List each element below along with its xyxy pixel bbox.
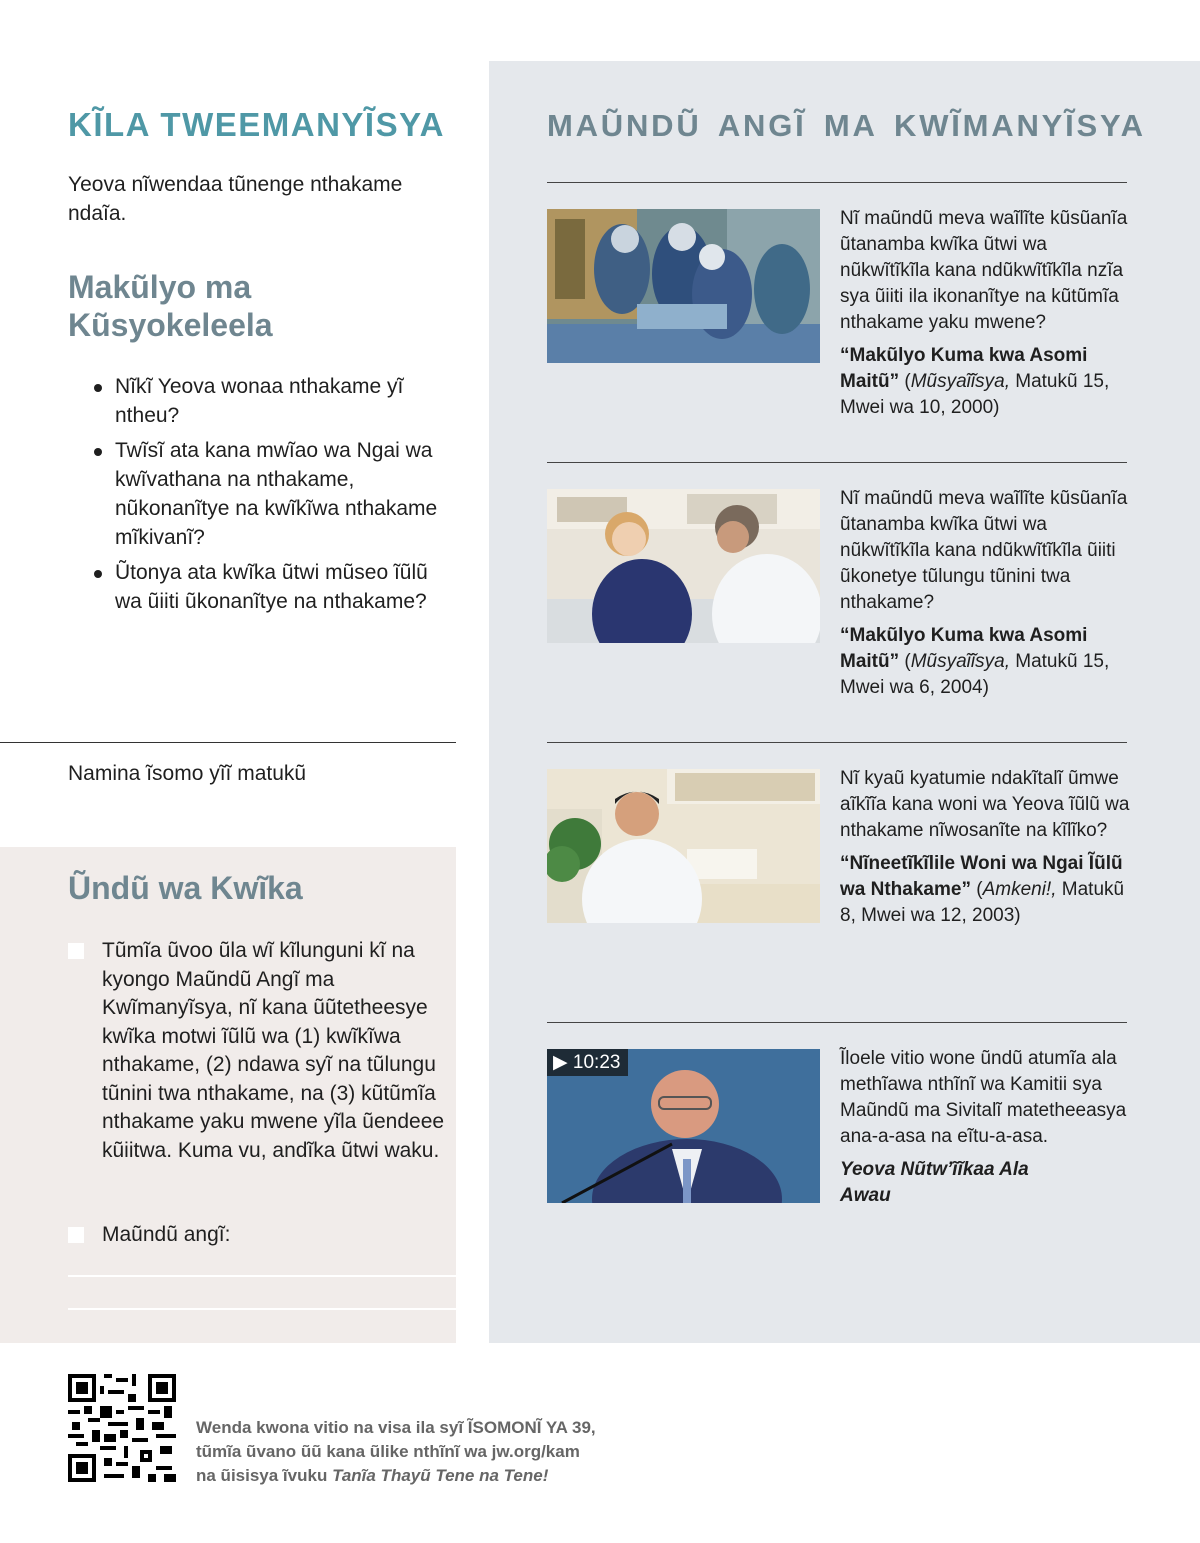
review-question: Nĩkĩ Yeova wonaa nthakame yĩ ntheu? (90, 372, 460, 430)
task-text: Maũndũ angĩ: (102, 1223, 231, 1246)
publication-name: Mũsyaĩĩsya, (910, 371, 1010, 392)
footer-line: tũmĩa ũvano ũũ kana ũlike nthĩnĩ wa jw.org/kam (196, 1442, 580, 1461)
footer-line-prefix: na ũisisya ĩvuku (196, 1466, 333, 1485)
resource-entry (840, 766, 1130, 929)
resource-reference: “Nĩneetĩkĩlile Woni wa Ngai Ĩũlũ wa Nthakame” (Amkeni!, Matukũ 8, Mwei wa 12, 2003) (840, 853, 1125, 926)
resource-entry (840, 206, 1130, 421)
resource-description: Nĩ kyaũ kyatumie ndakĩtalĩ ũmwe aĩkĩĩa kana woni wa Yeova ĩũlũ wa nthakame nĩwosanĩte na kĩlĩko? (840, 768, 1130, 841)
writing-line (68, 1275, 456, 1277)
article-title[interactable]: “Nĩneetĩkĩlile Woni wa Ngai Ĩũlũ wa Nthakame” (840, 853, 1123, 900)
divider (0, 742, 456, 743)
divider (547, 182, 1127, 183)
review-question-list (90, 372, 460, 622)
play-icon: ▶ (553, 1052, 568, 1073)
task-item (68, 1221, 448, 1250)
intro-text: Yeova nĩwendaa tũnenge nthakame ndaĩa. (68, 173, 403, 225)
surgery-photo[interactable] (547, 209, 820, 363)
resource-description: Nĩ maũndũ meva waĩlĩte kũsũanĩa ũtanamba kwĩka ũtwi wa nũkwĩtĩkĩla kana ndũkwĩtĩkĩla nzĩa sya ũiiti ila ikonanĩtye na kũtũmĩa nthakame yaku mwene? (840, 208, 1128, 333)
qr-code[interactable] (68, 1374, 176, 1482)
video-title[interactable]: Yeova Nũtw’ĩĩkaa Ala Awau (840, 1159, 1029, 1206)
completion-date-line: Namina ĩsomo yĩĩ matukũ (68, 762, 307, 785)
book-title[interactable]: Tanĩa Thayũ Tene na Tene! (332, 1466, 549, 1485)
footer-line (196, 1464, 636, 1488)
review-question: Ũtonya ata kwĩka ũtwi mũseo ĩũlũ wa ũiiti ũkonanĩtye na nthakame? (90, 558, 460, 616)
footer-note (196, 1416, 636, 1488)
speaker-video-thumbnail[interactable] (547, 1049, 820, 1203)
publication-date: Matukũ 15, Mwei wa 10, 2000) (840, 371, 1110, 418)
footer-line: Wenda kwona vitio na visa ila syĩ ĨSOMONĨ YA 39, (196, 1418, 596, 1437)
action-heading: Ũndũ wa Kwĩka (68, 870, 303, 906)
doctor-at-desk-photo[interactable] (547, 769, 820, 923)
resource-reference: “Makũlyo Kuma kwa Asomi Maitũ” (Mũsyaĩĩsya, Matukũ 15, Mwei wa 6, 2004) (840, 625, 1110, 698)
divider (547, 1022, 1127, 1023)
divider (547, 462, 1127, 463)
divider (547, 742, 1127, 743)
publication-date: Matukũ 8, Mwei wa 12, 2003) (840, 879, 1125, 926)
lesson-section-title: KĨLA TWEEMANYĨSYA (68, 106, 445, 143)
task-text: Tũmĩa ũvoo ũla wĩ kĩlunguni kĩ na kyongo Maũndũ Angĩ ma Kwĩmanyĩsya, nĩ kana ũũtetheesye kwĩka motwi ĩũlũ wa (1) kwĩkĩwa nthakame, (2) ndawa syĩ na tũlungu tũnini twa nthakame, na (3) kũtũmĩa nthakame yaku mwene yĩla ũendeee kũiitwa. Kuma vu, andĩka ũtwi waku. (102, 939, 445, 1162)
publication-name: Mũsyaĩĩsya, (910, 651, 1010, 672)
publication-name: Amkeni!, (982, 879, 1057, 900)
woman-talking-with-doctor-photo[interactable] (547, 489, 820, 643)
task-item (68, 937, 448, 1165)
review-questions-heading: Makũlyo ma Kũsyokeleela (68, 269, 273, 343)
review-question: Twĩsĩ ata kana mwĩao wa Ngai wa kwĩvathana na nthakame, nũkonanĩtye na kwĩkĩwa nthakame mĩkivanĩ? (90, 436, 460, 552)
video-duration-badge (547, 1049, 628, 1076)
video-duration: 10:23 (572, 1052, 621, 1073)
resource-reference: “Makũlyo Kuma kwa Asomi Maitũ” (Mũsyaĩĩsya, Matukũ 15, Mwei wa 10, 2000) (840, 345, 1110, 418)
article-title[interactable]: “Makũlyo Kuma kwa Asomi Maitũ” (840, 345, 1088, 392)
writing-line (68, 1308, 456, 1310)
article-title[interactable]: “Makũlyo Kuma kwa Asomi Maitũ” (840, 625, 1088, 672)
checkbox[interactable] (68, 943, 84, 959)
resource-description: Nĩ maũndũ meva waĩlĩte kũsũanĩa ũtanamba kwĩka ũtwi wa nũkwĩtĩkĩla kana ndũkwĩtĩkĩla ũiiti ũkonetye tũlungu tũnini twa nthakame? (840, 488, 1128, 613)
further-study-title: MAŨNDŨ ANGĨ MA KWĨMANYĨSYA (547, 108, 1146, 143)
publication-date: Matukũ 15, Mwei wa 6, 2004) (840, 651, 1110, 698)
checkbox[interactable] (68, 1227, 84, 1243)
resource-entry (840, 486, 1130, 701)
resource-description: Ĩloele vitio wone ũndũ atumĩa ala methĩawa nthĩnĩ wa Kamitii sya Maũndũ ma Sivitalĩ matetheeasya ana-a-asa na eĩtu-a-asa. (840, 1048, 1127, 1147)
resource-entry (840, 1046, 1130, 1209)
